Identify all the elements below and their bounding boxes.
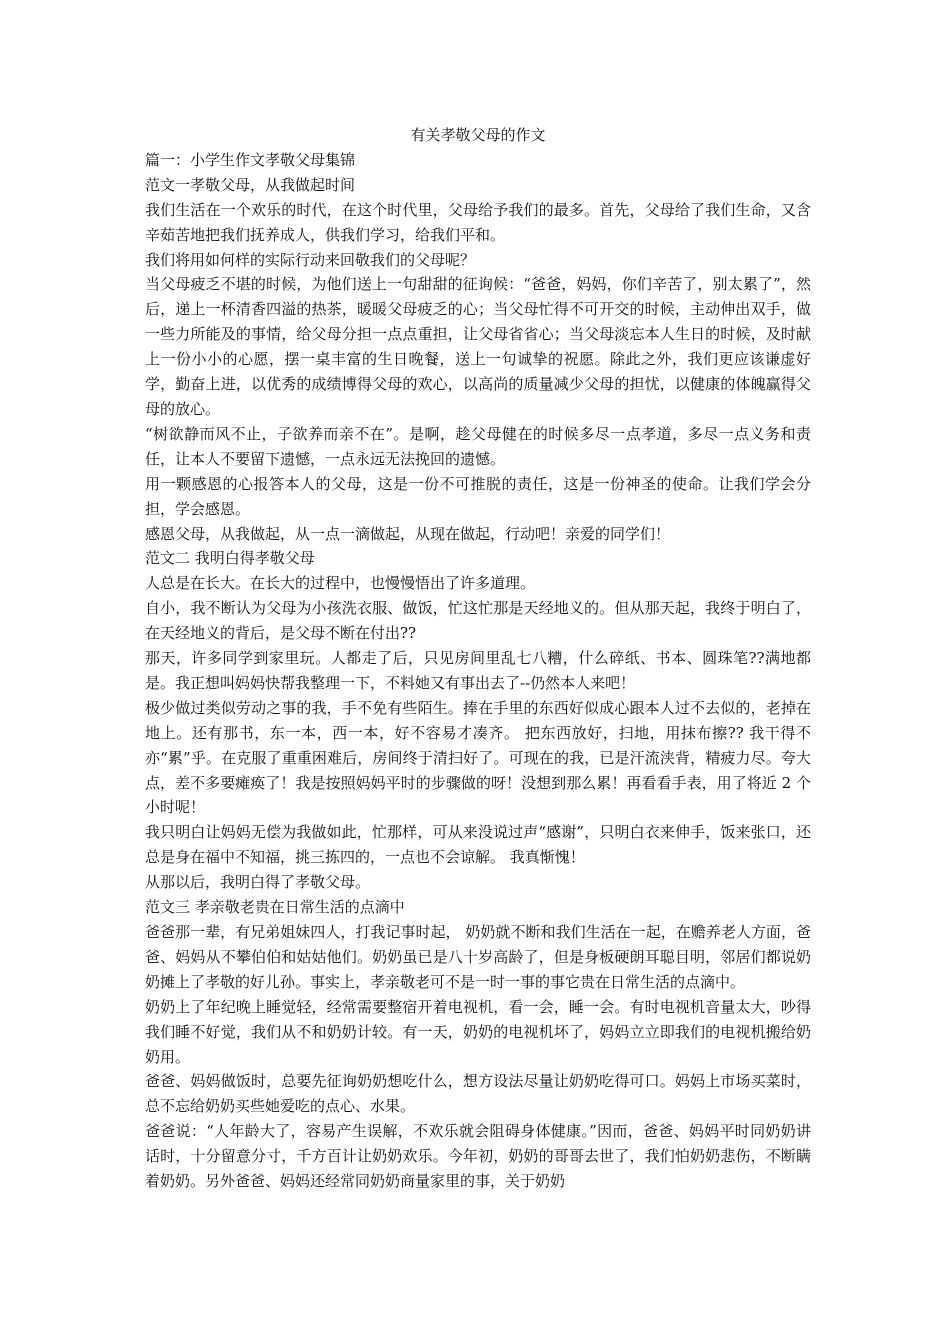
paragraph: 用一颗感恩的心报答本人的父母，这是一份不可推脱的责任，这是一份神圣的使命。让我们学会分担，学会感恩。 <box>145 474 811 518</box>
document-body <box>145 148 811 1194</box>
paragraph: 爸爸、妈妈做饭时，总要先征询奶奶想吃什么，想方设法尽量让奶奶吃得可口。妈妈上市场买菜时，总不忘给奶奶买些她爱吃的点心、水果。 <box>145 1072 811 1116</box>
paragraph: 从那以后，我明白得了孝敬父母。 <box>145 873 371 892</box>
document-title: 有关孝敬父母的作文 <box>410 126 546 144</box>
paragraph: 我们生活在一个欢乐的时代，在这个时代里，父母给予我们的最多。首先，父母给了我们生命，又含辛茹苦地把我们抚养成人，供我们学习，给我们平和。 <box>145 200 811 244</box>
section-heading: 篇一：小学生作文孝敬父母集锦 <box>145 150 356 169</box>
paragraph: “树欲静而风不止，子欲养而亲不在”。是啊，趁父母健在的时候多尽一点孝道，多尽一点义务和责任，让本人不要留下遗憾，一点永远无法挽回的遗憾。 <box>145 424 811 468</box>
paragraph: 当父母疲乏不堪的时候，为他们送上一句甜甜的征询候：“爸爸，妈妈，你们辛苦了，别太累了”，然后，递上一杯清香四溢的热茶，暖暖父母疲乏的心；当父母忙得不可开交的时候，主动伸出双手，做一些力所能及的事情，给父母分担一点点重担，让父母省省心；当父母淡忘本人生日的时候，及时献上一份小小的心愿，摆一桌丰富的生日晚餐，送上一句诚挚的祝愿。除此之外，我们更应该谦虚好学，勤奋上进，以优秀的成绩博得父母的欢心，以高尚的质量减少父母的担忧，以健康的体魄赢得父母的放心。 <box>145 275 811 418</box>
essay-heading: 范文三 孝亲敬老贵在日常生活的点滴中 <box>145 898 405 917</box>
paragraph: 人总是在长大。在长大的过程中，也慢慢悟出了许多道理。 <box>145 574 536 593</box>
essay-heading: 范文一孝敬父母，从我做起时间 <box>145 175 356 194</box>
paragraph: 那天，许多同学到家里玩。人都走了后，只见房间里乱七八糟，什么碎纸、书本、圆珠笔??满地都是。我正想叫妈妈快帮我整理一下，不料她又有事出去了--仍然本人来吧！ <box>145 649 811 692</box>
paragraph: 感恩父母，从我做起，从一点一滴做起，从现在做起，行动吧！亲爱的同学们！ <box>145 524 671 543</box>
paragraph: 奶奶上了年纪晚上睡觉轻，经常需要整宿开着电视机，看一会，睡一会。有时电视机音量太大，吵得我们睡不好觉，我们从不和奶奶计较。有一天，奶奶的电视机坏了，妈妈立立即我们的电视机搬给奶奶用。 <box>145 997 811 1066</box>
paragraph: 自小，我不断认为父母为小孩洗衣服、做饭，忙这忙那是天经地义的。但从那天起，我终于明白了，在天经地义的背后，是父母不断在付出?? <box>145 599 811 643</box>
essay-heading: 范文二 我明白得孝敬父母 <box>145 549 315 568</box>
paragraph: 我只明白让妈妈无偿为我做如此，忙那样，可从来没说过声“感谢”，只明白衣来伸手，饭来张口，还总是身在福中不知福，挑三拣四的，一点也不会谅解。 我真惭愧！ <box>145 823 811 867</box>
paragraph: 我们将用如何样的实际行动来回敬我们的父母呢？ <box>145 250 476 269</box>
paragraph: 爸爸说：“人年龄大了，容易产生误解，不欢乐就会阻碍身体健康。”因而，爸爸、妈妈平时同奶奶讲话时，十分留意分寸，千方百计让奶奶欢乐。今年初，奶奶的哥哥去世了，我们怕奶奶悲伤，不断瞒着奶奶。另外爸爸、妈妈还经常同奶奶商量家里的事，关于奶奶 <box>145 1122 811 1191</box>
paragraph: 极少做过类似劳动之事的我，手不免有些陌生。捧在手里的东西好似成心跟本人过不去似的，老掉在地上。还有那书，东一本，西一本，好不容易才凑齐。 把东西放好，扫地，用抹布擦?? 我干得不亦“累”乎。在克服了重重困难后，房间终于清扫好了。可现在的我，已是汗流浃背，精疲力尽。夸大点，差不多要瘫痪了！我是按照妈妈平时的步骤做的呀！没想到那么累！再看看手表，用了将近 2 个小时呢！ <box>145 698 811 817</box>
document-page <box>145 123 811 1194</box>
paragraph: 爸爸那一辈，有兄弟姐妹四人，打我记事时起， 奶奶就不断和我们生活在一起，在赡养老人方面，爸爸、妈妈从不攀伯伯和姑姑他们。奶奶虽已是八十岁高龄了，但是身板硬朗耳聪目明，邻居们都说奶奶摊上了孝敬的好儿孙。事实上，孝亲敬老可不是一时一事的事它贵在日常生活的点滴中。 <box>145 923 811 991</box>
